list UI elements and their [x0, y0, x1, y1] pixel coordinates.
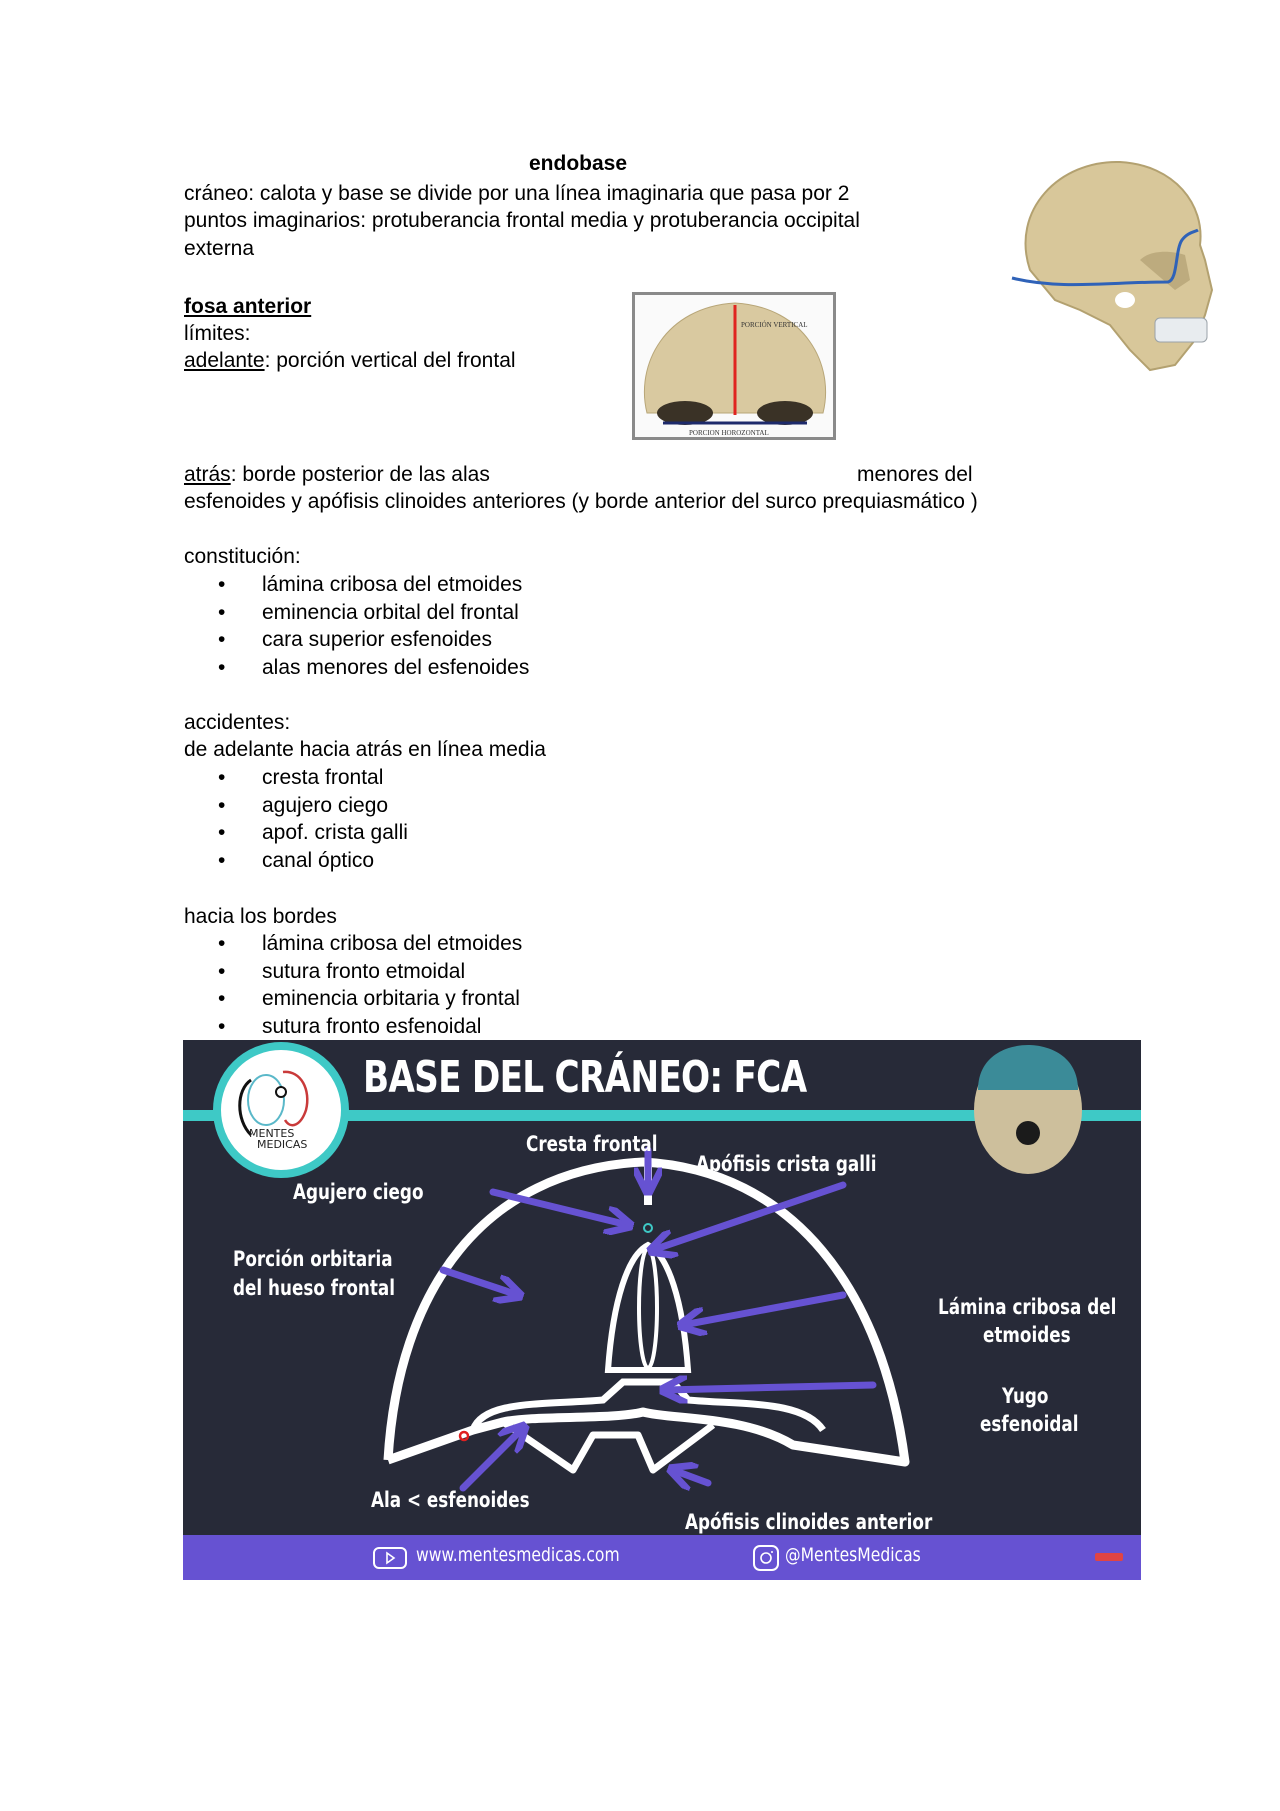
list-item: • sutura fronto esfenoidal	[184, 1013, 522, 1041]
adelante-text: : porción vertical del frontal	[264, 349, 516, 372]
list-item: • cara superior esfenoides	[184, 626, 529, 654]
arrow-yugo	[665, 1385, 873, 1390]
list-item: • lámina cribosa del etmoides	[184, 571, 529, 599]
section-heading: fosa anterior	[184, 295, 312, 318]
list-item: • eminencia orbitaria y frontal	[184, 985, 522, 1013]
youtube-icon	[373, 1547, 407, 1569]
bordes-label: hacia los bordes	[184, 905, 337, 928]
infographic-base-craneo	[183, 1040, 1141, 1580]
frontal-bone-image	[632, 292, 836, 440]
accidentes-sublabel: de adelante hacia atrás en línea media	[184, 738, 546, 761]
atras-label: atrás	[184, 463, 231, 486]
intro-line-2: puntos imaginarios: protuberancia frontal media y protuberancia occipital	[184, 209, 860, 232]
list-item: • eminencia orbital del frontal	[184, 599, 529, 627]
atras-line-2: esfenoides y apófisis clinoides anteriores (y borde anterior del surco prequiasmático )	[184, 490, 978, 513]
label-cresta-frontal: Cresta frontal	[526, 1132, 658, 1156]
adelante-label: adelante	[184, 349, 265, 372]
arrow-ala-menor	[463, 1428, 523, 1488]
list-item: • agujero ciego	[184, 792, 408, 820]
instagram-icon	[753, 1545, 779, 1571]
list-item: • sutura fronto etmoidal	[184, 958, 522, 986]
label-yugo-1: Yugo	[1002, 1384, 1049, 1408]
arrow-clinoides	[673, 1470, 708, 1483]
list-item: • alas menores del esfenoides	[184, 654, 529, 682]
intro-line-1: cráneo: calota y base se divide por una línea imaginaria que pasa por 2	[184, 182, 850, 205]
skull-lateral-image	[1000, 150, 1215, 375]
constitucion-list	[184, 571, 529, 681]
list-item: • lámina cribosa del etmoides	[184, 930, 522, 958]
infographic-footer	[183, 1535, 1141, 1580]
label-yugo-2: esfenoidal	[980, 1412, 1079, 1436]
accidentes-label: accidentes:	[184, 711, 291, 734]
logo-text: MENTES MEDICAS	[249, 1127, 308, 1151]
label-horizontal: PORCION HOROZONTAL	[689, 429, 769, 437]
infographic-title: BASE DEL CRÁNEO: FCA	[363, 1052, 807, 1103]
arrow-porcion-orbitaria	[443, 1270, 518, 1295]
limites-label: límites:	[184, 322, 251, 345]
arrow-agujero-ciego	[493, 1192, 628, 1225]
atras-line-1	[184, 461, 490, 488]
atras-text-1b: menores del	[857, 463, 973, 486]
label-apofisis-crista-galli: Apófisis crista galli	[696, 1152, 877, 1176]
label-porcion-orbitaria-2: del hueso frontal	[233, 1276, 395, 1300]
constitucion-label: constitución:	[184, 545, 301, 568]
list-item: • canal óptico	[184, 847, 408, 875]
label-agujero-ciego: Agujero ciego	[293, 1180, 424, 1204]
accidentes-list	[184, 764, 408, 874]
website-link[interactable]: www.mentesmedicas.com	[416, 1544, 620, 1566]
label-clinoides: Apófisis clinoides anterior	[685, 1510, 933, 1534]
list-item: • apof. crista galli	[184, 819, 408, 847]
adelante-line	[184, 347, 516, 374]
instagram-handle[interactable]: @MentesMedicas	[785, 1544, 921, 1566]
document-title: endobase	[529, 152, 628, 175]
intro-line-3: externa	[184, 237, 255, 260]
label-vertical: PORCIÓN VERTICAL	[741, 321, 808, 329]
label-ala-menor: Ala < esfenoides	[371, 1488, 530, 1512]
atras-text-1: : borde posterior de las alas	[230, 463, 490, 486]
label-porcion-orbitaria-1: Porción orbitaria	[233, 1247, 393, 1271]
bordes-list	[184, 930, 522, 1040]
label-lamina-cribosa-2: etmoides	[983, 1323, 1071, 1347]
subscribe-badge-icon	[1095, 1553, 1123, 1561]
label-lamina-cribosa-1: Lámina cribosa del	[938, 1295, 1117, 1319]
arrow-lamina-cribosa	[683, 1295, 843, 1325]
list-item: • cresta frontal	[184, 764, 408, 792]
